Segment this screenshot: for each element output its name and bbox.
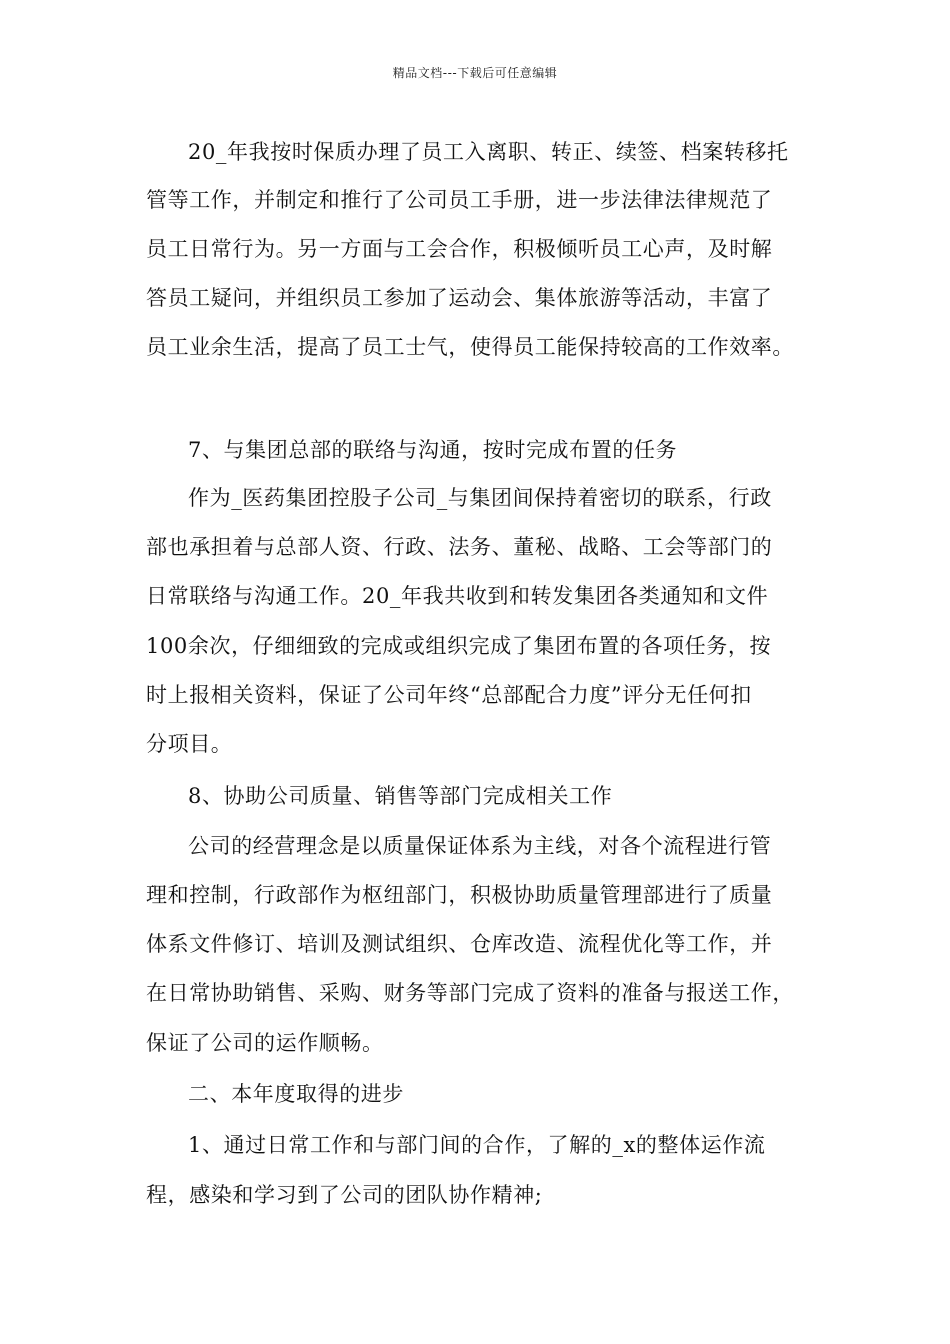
section-heading: 8、协助公司质量、销售等部门完成相关工作 (188, 784, 613, 808)
paragraph-line: 答员工疑问，并组织员工参加了运动会、集体旅游等活动，丰富了 (146, 286, 773, 310)
paragraph-line: 管等工作，并制定和推行了公司员工手册，进一步法律法律规范了 (146, 188, 773, 212)
paragraph-line: 员工日常行为。另一方面与工会合作，积极倾听员工心声，及时解 (146, 237, 773, 261)
paragraph-line: 时上报相关资料，保证了公司年终“总部配合力度”评分无任何扣 (146, 683, 752, 707)
paragraph-line: 员工业余生活，提高了员工士气，使得员工能保持较高的工作效率。 (146, 335, 794, 359)
paragraph-line: 100余次，仔细细致的完成或组织完成了集团布置的各项任务，按 (146, 634, 772, 658)
paragraph-line: 1、通过日常工作和与部门间的合作，了解的_x的整体运作流 (188, 1133, 766, 1157)
paragraph-line: 理和控制，行政部作为枢纽部门，积极协助质量管理部进行了质量 (146, 883, 773, 907)
paragraph-line: 公司的经营理念是以质量保证体系为主线，对各个流程进行管 (188, 834, 772, 858)
paragraph-line: 保证了公司的运作顺畅。 (146, 1031, 384, 1055)
paragraph-line: 20_年我按时保质办理了员工入离职、转正、续签、档案转移托 (188, 140, 789, 164)
paragraph-line: 日常联络与沟通工作。20_年我共收到和转发集团各类通知和文件 (146, 584, 769, 608)
paragraph-line: 作为_医药集团控股子公司_与集团间保持着密切的联系，行政 (188, 486, 772, 510)
section-heading: 7、与集团总部的联络与沟通，按时完成布置的任务 (188, 438, 678, 462)
paragraph-line: 分项目。 (146, 732, 233, 756)
paragraph-line: 程，感染和学习到了公司的团队协作精神; (146, 1183, 543, 1207)
paragraph-line: 在日常协助销售、采购、财务等部门完成了资料的准备与报送工作， (146, 981, 794, 1005)
paragraph-line: 体系文件修订、培训及测试组织、仓库改造、流程优化等工作，并 (146, 932, 773, 956)
page-header: 精品文档---下载后可任意编辑 (392, 66, 558, 80)
paragraph-line: 部也承担着与总部人资、行政、法务、董秘、战略、工会等部门的 (146, 535, 773, 559)
section-heading: 二、本年度取得的进步 (188, 1082, 404, 1106)
